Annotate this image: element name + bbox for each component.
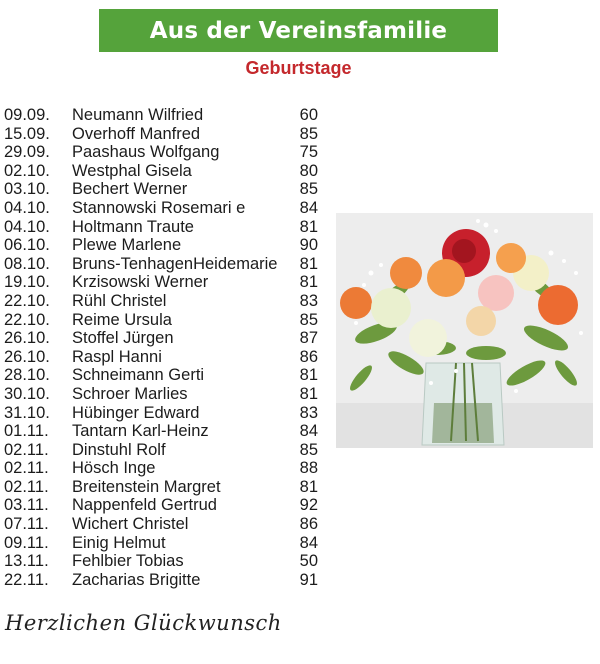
birthday-name: Schroer Marlies: [72, 384, 188, 403]
section-subtitle: Geburtstage: [245, 58, 352, 78]
birthday-row: [4, 385, 324, 404]
birthday-age: 50: [299, 552, 318, 571]
birthday-row: [4, 571, 324, 590]
birthday-date: 22.10.: [4, 291, 50, 310]
birthday-age: 81: [299, 254, 318, 273]
birthday-name: Dinstuhl Rolf: [72, 440, 166, 459]
birthday-row: [4, 459, 324, 478]
birthday-date: 09.09.: [4, 106, 50, 124]
birthday-row: [4, 552, 324, 571]
birthday-row: [4, 273, 324, 292]
birthday-name: Nappenfeld Gertrud: [72, 496, 217, 515]
birthday-date: 02.11.: [4, 459, 49, 478]
birthday-age: 81: [299, 477, 318, 496]
birthday-date: 03.10.: [4, 180, 50, 199]
birthday-name: Holtmann Traute: [72, 217, 194, 236]
birthday-row: [4, 125, 324, 144]
birthday-date: 04.10.: [4, 217, 50, 236]
birthday-name: Raspl Hanni: [72, 347, 162, 366]
birthday-row: [4, 106, 324, 125]
birthday-date: 13.11.: [4, 552, 49, 571]
flower-bouquet-image: [336, 213, 593, 448]
birthday-date: 30.10.: [4, 384, 50, 403]
birthday-row: [4, 348, 324, 367]
birthday-date: 09.11.: [4, 533, 49, 552]
birthday-age: 83: [299, 403, 318, 422]
birthday-name: Plewe Marlene: [72, 236, 182, 255]
birthday-age: 91: [299, 570, 318, 589]
birthday-age: 84: [299, 422, 318, 441]
birthday-date: 31.10.: [4, 403, 50, 422]
birthday-row: [4, 162, 324, 181]
birthday-name: Zacharias Brigitte: [72, 570, 201, 589]
birthday-date: 07.11.: [4, 515, 49, 534]
birthday-row: [4, 515, 324, 534]
birthday-date: 26.10.: [4, 329, 50, 348]
birthday-name: Overhoff Manfred: [72, 124, 201, 143]
birthday-age: 85: [299, 440, 318, 459]
birthday-age: 85: [299, 124, 318, 143]
birthday-age: 81: [299, 217, 318, 236]
birthday-row: [4, 236, 324, 255]
birthday-date: 22.11.: [4, 570, 49, 589]
birthday-row: [4, 311, 324, 330]
birthday-age: 60: [299, 106, 318, 124]
birthday-date: 08.10.: [4, 254, 50, 273]
birthday-date: 01.11.: [4, 422, 49, 441]
birthday-row: [4, 441, 324, 460]
birthday-name: Breitenstein Margret: [72, 477, 221, 496]
birthday-age: 84: [299, 198, 318, 217]
birthday-age: 90: [299, 236, 318, 255]
birthday-name: Bruns-TenhagenHeidemarie: [72, 254, 278, 273]
birthday-age: 88: [299, 459, 318, 478]
birthday-name: Bechert Werner: [72, 180, 188, 199]
birthday-age: 80: [299, 161, 318, 180]
birthday-row: [4, 143, 324, 162]
birthday-date: 29.09.: [4, 143, 50, 162]
birthday-name: Paashaus Wolfgang: [72, 143, 220, 162]
birthday-name: Krzisowski Werner: [72, 273, 209, 292]
birthday-name: Rühl Christel: [72, 291, 167, 310]
birthday-date: 22.10.: [4, 310, 50, 329]
birthday-name: Einig Helmut: [72, 533, 166, 552]
birthday-age: 75: [299, 143, 318, 162]
birthday-name: Wichert Christel: [72, 515, 189, 534]
birthday-age: 84: [299, 533, 318, 552]
birthday-date: 03.11.: [4, 496, 49, 515]
birthday-date: 04.10.: [4, 198, 50, 217]
birthday-date: 26.10.: [4, 347, 50, 366]
birthday-age: 86: [299, 347, 318, 366]
birthday-age: 81: [299, 384, 318, 403]
birthday-row: [4, 255, 324, 274]
birthday-date: 06.10.: [4, 236, 50, 255]
birthday-name: Fehlbier Tobias: [72, 552, 184, 571]
birthday-date: 02.10.: [4, 161, 50, 180]
birthday-row: [4, 404, 324, 423]
birthday-name: Hübinger Edward: [72, 403, 200, 422]
birthday-row: [4, 478, 324, 497]
birthday-row: [4, 218, 324, 237]
greeting-text: Herzlichen Glückwunsch: [5, 611, 282, 635]
birthday-row: [4, 496, 324, 515]
birthday-age: 92: [299, 496, 318, 515]
birthday-name: Reime Ursula: [72, 310, 172, 329]
birthday-name: Stannowski Rosemari e: [72, 198, 246, 217]
birthday-name: Hösch Inge: [72, 459, 156, 478]
birthday-age: 85: [299, 310, 318, 329]
birthday-list: [4, 106, 324, 589]
birthday-name: Stoffel Jürgen: [72, 329, 174, 348]
birthday-row: [4, 366, 324, 385]
birthday-name: Westphal Gisela: [72, 161, 192, 180]
birthday-age: 86: [299, 515, 318, 534]
birthday-age: 83: [299, 291, 318, 310]
birthday-name: Tantarn Karl-Heinz: [72, 422, 209, 441]
birthday-row: [4, 292, 324, 311]
birthday-age: 85: [299, 180, 318, 199]
birthday-name: Neumann Wilfried: [72, 106, 204, 124]
birthday-row: [4, 180, 324, 199]
birthday-row: [4, 422, 324, 441]
birthday-row: [4, 199, 324, 218]
birthday-row: [4, 534, 324, 553]
birthday-date: 02.11.: [4, 440, 49, 459]
birthday-date: 19.10.: [4, 273, 50, 292]
birthday-date: 15.09.: [4, 124, 50, 143]
birthday-row: [4, 329, 324, 348]
section-banner: [99, 9, 498, 52]
page-title: Aus der Vereinsfamilie: [149, 17, 448, 44]
birthday-date: 28.10.: [4, 366, 50, 385]
birthday-date: 02.11.: [4, 477, 49, 496]
birthday-age: 87: [299, 329, 318, 348]
birthday-age: 81: [299, 366, 318, 385]
birthday-age: 81: [299, 273, 318, 292]
birthday-name: Schneimann Gerti: [72, 366, 205, 385]
